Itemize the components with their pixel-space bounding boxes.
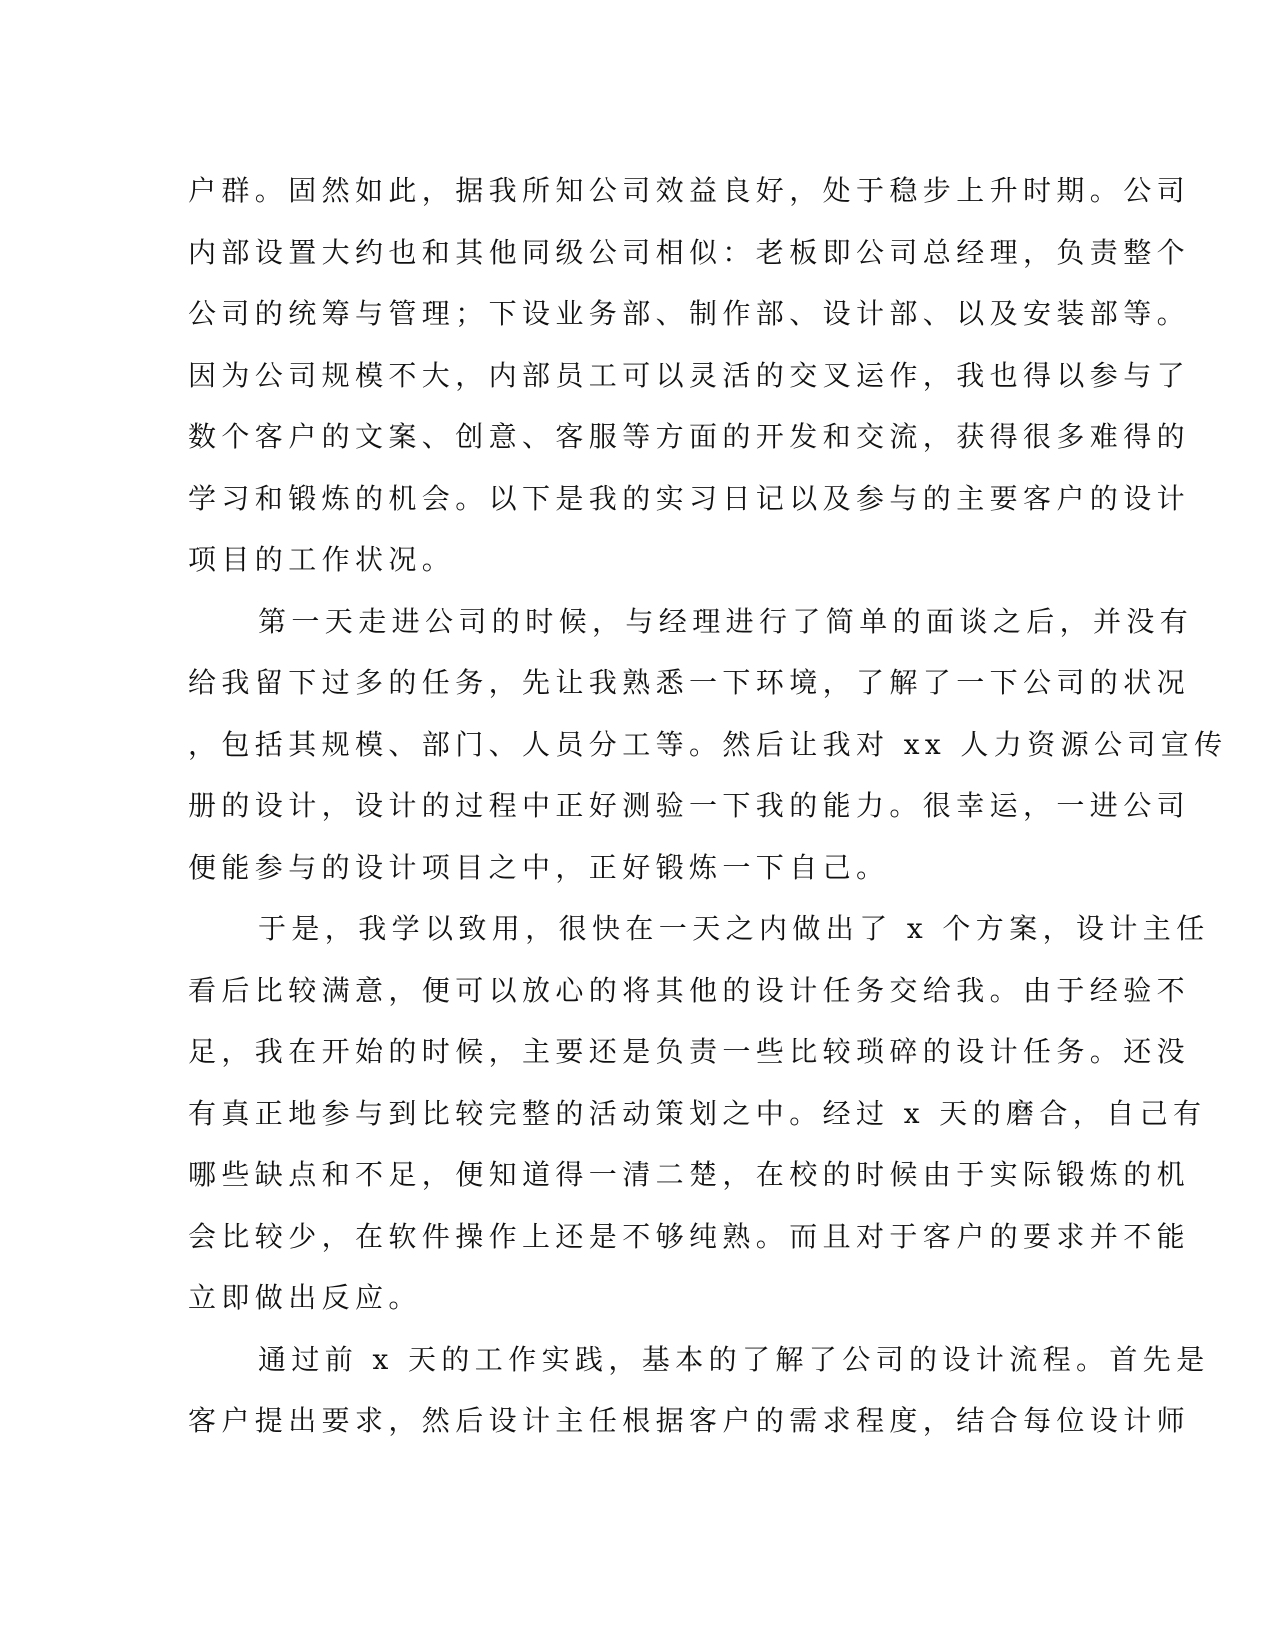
text-line: 户群。固然如此，据我所知公司效益良好，处于稳步上升时期。公司 — [188, 174, 1191, 207]
text-line: 学习和锻炼的机会。以下是我的实习日记以及参与的主要客户的设计 — [188, 481, 1191, 515]
text-line: 客户提出要求，然后设计主任根据客户的需求程度，结合每位设计师 — [188, 1404, 1191, 1437]
text-line: 因为公司规模不大，内部员工可以灵活的交叉运作，我也得以参与了 — [188, 358, 1191, 392]
text-line: 便能参与的设计项目之中，正好锻炼一下自己。 — [188, 850, 890, 884]
body-text — [188, 160, 1228, 1452]
text-line: 数个客户的文案、创意、客服等方面的开发和交流，获得很多难得的 — [188, 420, 1191, 453]
text-line: ，包括其规模、部门、人员分工等。然后让我对 xx 人力资源公司宣传 — [188, 727, 1228, 761]
text-line: 看后比较满意，便可以放心的将其他的设计任务交给我。由于经验不 — [188, 973, 1191, 1007]
text-line: 内部设置大约也和其他同级公司相似：老板即公司总经理，负责整个 — [188, 235, 1191, 269]
text-line: 于是，我学以致用，很快在一天之内做出了 x 个方案，设计主任 — [258, 912, 1210, 945]
text-line: 项目的工作状况。 — [188, 543, 456, 576]
text-line: 公司的统筹与管理；下设业务部、制作部、设计部、以及安装部等。 — [188, 297, 1191, 330]
text-line: 册的设计，设计的过程中正好测验一下我的能力。很幸运，一进公司 — [188, 789, 1191, 822]
text-line: 会比较少，在软件操作上还是不够纯熟。而且对于客户的要求并不能 — [188, 1219, 1191, 1253]
text-line: 哪些缺点和不足，便知道得一清二楚，在校的时候由于实际锻炼的机 — [188, 1158, 1191, 1191]
text-line: 立即做出反应。 — [188, 1281, 422, 1314]
text-line: 第一天走进公司的时候，与经理进行了简单的面谈之后，并没有 — [258, 604, 1194, 638]
text-line: 通过前 x 天的工作实践，基本的了解了公司的设计流程。首先是 — [258, 1342, 1210, 1376]
text-line: 给我留下过多的任务，先让我熟悉一下环境，了解了一下公司的状况 — [188, 666, 1191, 699]
text-line: 足，我在开始的时候，主要还是负责一些比较琐碎的设计任务。还没 — [188, 1035, 1191, 1068]
text-line: 有真正地参与到比较完整的活动策划之中。经过 x 天的磨合，自己有 — [188, 1096, 1207, 1130]
